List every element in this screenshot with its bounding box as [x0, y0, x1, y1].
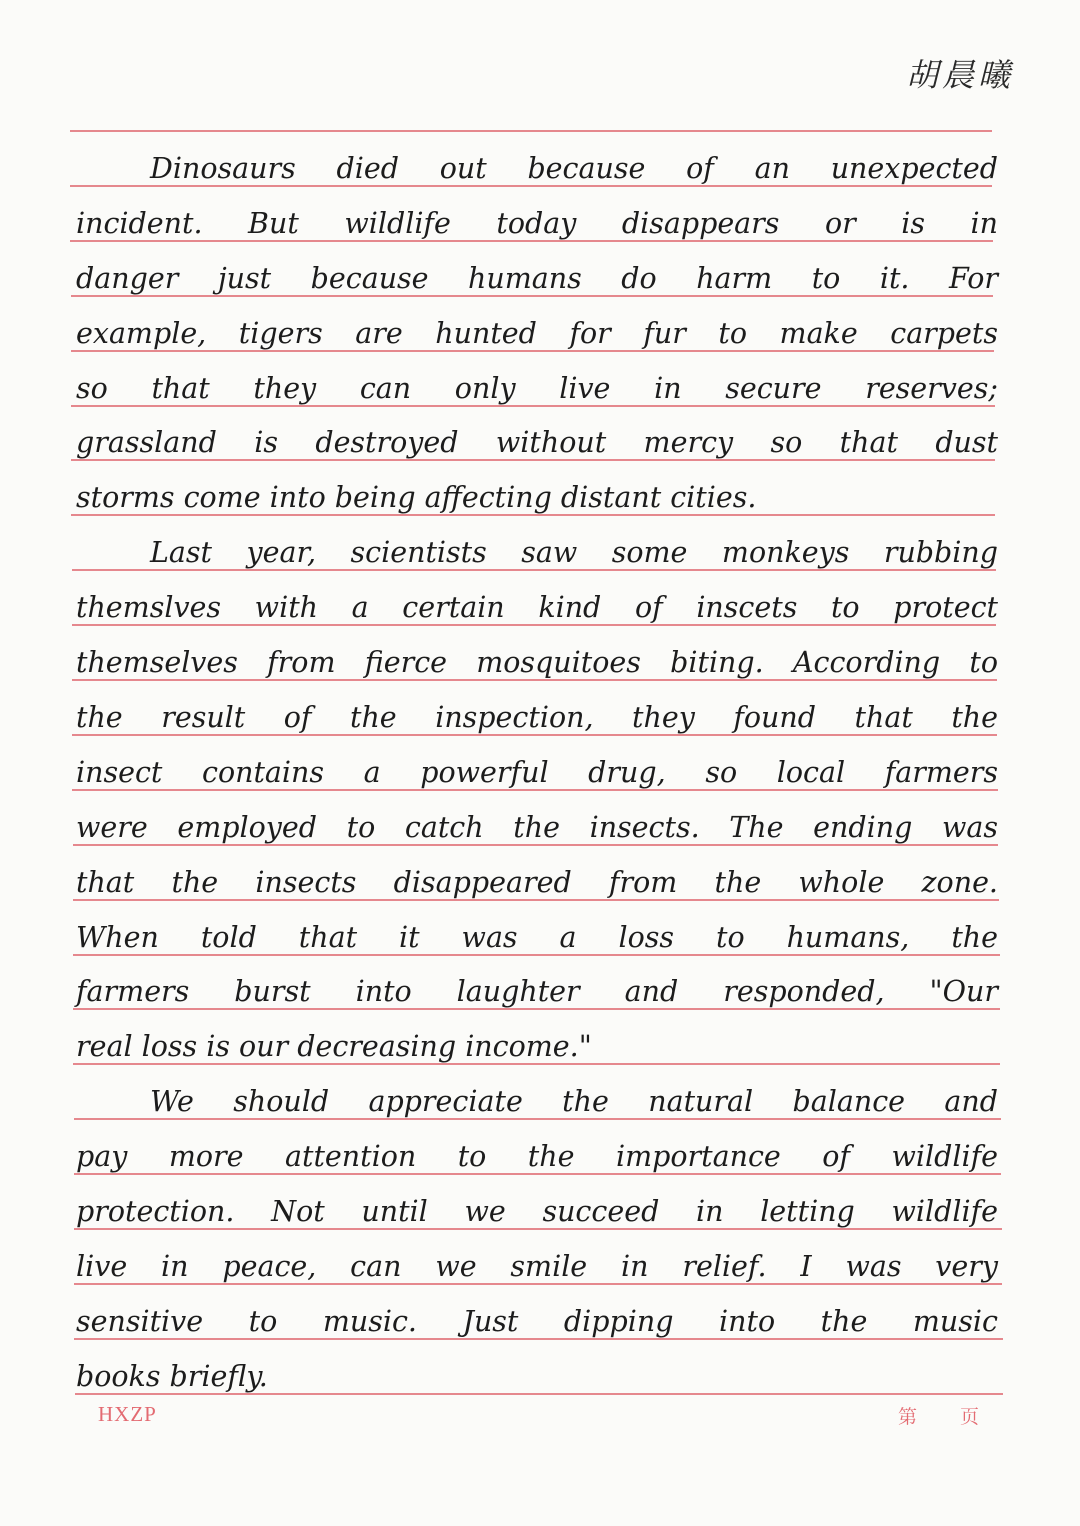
essay-line: real loss is our decreasing income." [76, 1030, 592, 1064]
essay-line: incident. But wildlife today disappears or is in [76, 206, 998, 240]
essay-line: protection. Not until we succeed in letting wildlife [76, 1195, 998, 1228]
essay-line: We should appreciate the natural balance and [150, 1085, 998, 1119]
essay-line: so that they can only live in secure reserves; [76, 371, 998, 405]
author-name: 胡晨曦 [905, 56, 1014, 94]
essay-line: When told that it was a loss to humans, the [76, 920, 998, 954]
essay-line: sensitive to music. Just dipping into the music [76, 1304, 998, 1338]
essay-line: live in peace, can we smile in relief. I was very [76, 1249, 998, 1283]
essay-line: Dinosaurs died out because of an unexpected [150, 151, 998, 185]
essay-line: were employed to catch the insects. The ending was [76, 810, 998, 844]
essay-line: grassland is destroyed without mercy so that dust [76, 426, 998, 460]
footer-page-prefix: 第 [898, 1406, 918, 1428]
footer-page-suffix: 页 [960, 1406, 980, 1428]
ruled-line [70, 130, 992, 132]
essay-line: Last year, scientists saw some monkeys rubbing [150, 536, 998, 570]
essay-line: the result of the inspection, they found that the [76, 700, 998, 734]
essay-line: danger just because humans do harm to it. For [76, 261, 998, 295]
essay-line: themslves with a certain kind of inscets to protect [76, 591, 998, 625]
essay-line: that the insects disappeared from the whole zone. [76, 865, 998, 899]
essay-line: themselves from fierce mosquitoes biting. According to [76, 646, 998, 679]
essay-line: example, tigers are hunted for fur to make carpets [76, 316, 998, 350]
essay-line: insect contains a powerful drug, so local farmers [76, 755, 998, 789]
essay-line: books briefly. [76, 1359, 268, 1393]
footer-brand: HXZP [98, 1402, 157, 1426]
essay-line: storms come into being affecting distant cities. [76, 481, 757, 515]
essay-line: farmers burst into laughter and responded, "Our [76, 975, 998, 1009]
essay-line: pay more attention to the importance of wildlife [76, 1140, 998, 1174]
